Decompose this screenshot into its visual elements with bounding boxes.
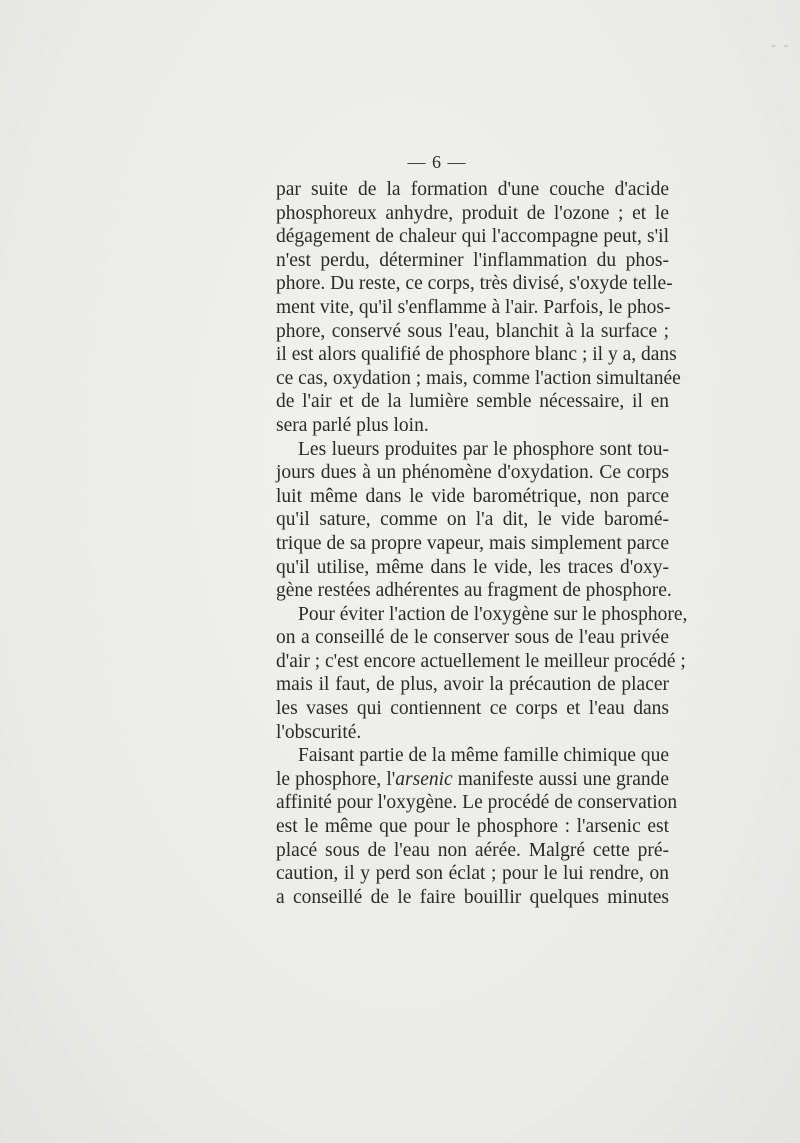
text-line: mais il faut, de plus, avoir la précaution de placer [276,674,669,696]
text-line: a conseillé de le faire bouillir quelques minutes [276,886,669,908]
text-line: luit même dans le vide barométrique, non parce [276,485,669,507]
text-line: placé sous de l'eau non aérée. Malgré cette pré- [276,839,669,861]
text-line: il est alors qualifié de phosphore blanc ; il y a, dans [276,344,677,366]
text-line: gène restées adhérentes au fragment de phosphore. [276,580,672,602]
text-line: qu'il sature, comme on l'a dit, le vide baromé- [276,509,669,531]
text-line: Faisant partie de la même famille chimique que [298,745,669,767]
text-line: sera parlé plus loin. [276,414,429,436]
text-line: trique de sa propre vapeur, mais simplement parce [276,532,669,554]
text-line-with-italic [276,768,669,792]
edge-mark: - - [771,38,790,53]
text-line: n'est perdu, déterminer l'inflammation du phos- [276,249,669,271]
text-line: dégagement de chaleur qui l'accompagne peut, s'il [276,226,669,248]
text-fragment: manifeste aussi une grande [452,768,669,790]
text-line: est le même que pour le phosphore : l'arsenic est [276,816,669,838]
text-line: les vases qui contiennent ce corps et l'eau dans [276,698,669,720]
text-line: affinité pour l'oxygène. Le procédé de conservation [276,792,678,814]
text-line: qu'il utilise, même dans le vide, les traces d'oxy- [276,556,669,578]
text-fragment: le phosphore, l' [276,768,396,790]
text-line: de l'air et de la lumière semble nécessaire, il en [276,391,669,413]
text-line: ce cas, oxydation ; mais, comme l'action simultanée [276,367,681,389]
text-line: phore, conservé sous l'eau, blanchit à la surface ; [276,320,669,342]
text-line: caution, il y perd son éclat ; pour le lui rendre, on [276,863,669,885]
text-line: phore. Du reste, ce corps, très divisé, s'oxyde telle- [276,273,673,295]
text-line: l'obscurité. [276,721,362,743]
text-line: Les lueurs produites par le phosphore sont tou- [298,438,669,460]
text-line: on a conseillé de le conserver sous de l'eau privée [276,627,669,649]
text-line: phosphoreux anhydre, produit de l'ozone ; et le [276,202,669,224]
body-text [276,178,688,909]
page-number: — 6 — [407,152,467,172]
text-line: d'air ; c'est encore actuellement le meilleur procédé ; [276,650,686,672]
italic-term-arsenic: arsenic [395,768,453,790]
text-line: jours dues à un phénomène d'oxydation. Ce corps [276,462,669,484]
text-line: par suite de la formation d'une couche d'acide [276,179,669,200]
text-line: ment vite, qu'il s'enflamme à l'air. Parfois, le phos- [276,296,671,318]
text-line: Pour éviter l'action de l'oxygène sur le phosphore, [298,603,688,625]
